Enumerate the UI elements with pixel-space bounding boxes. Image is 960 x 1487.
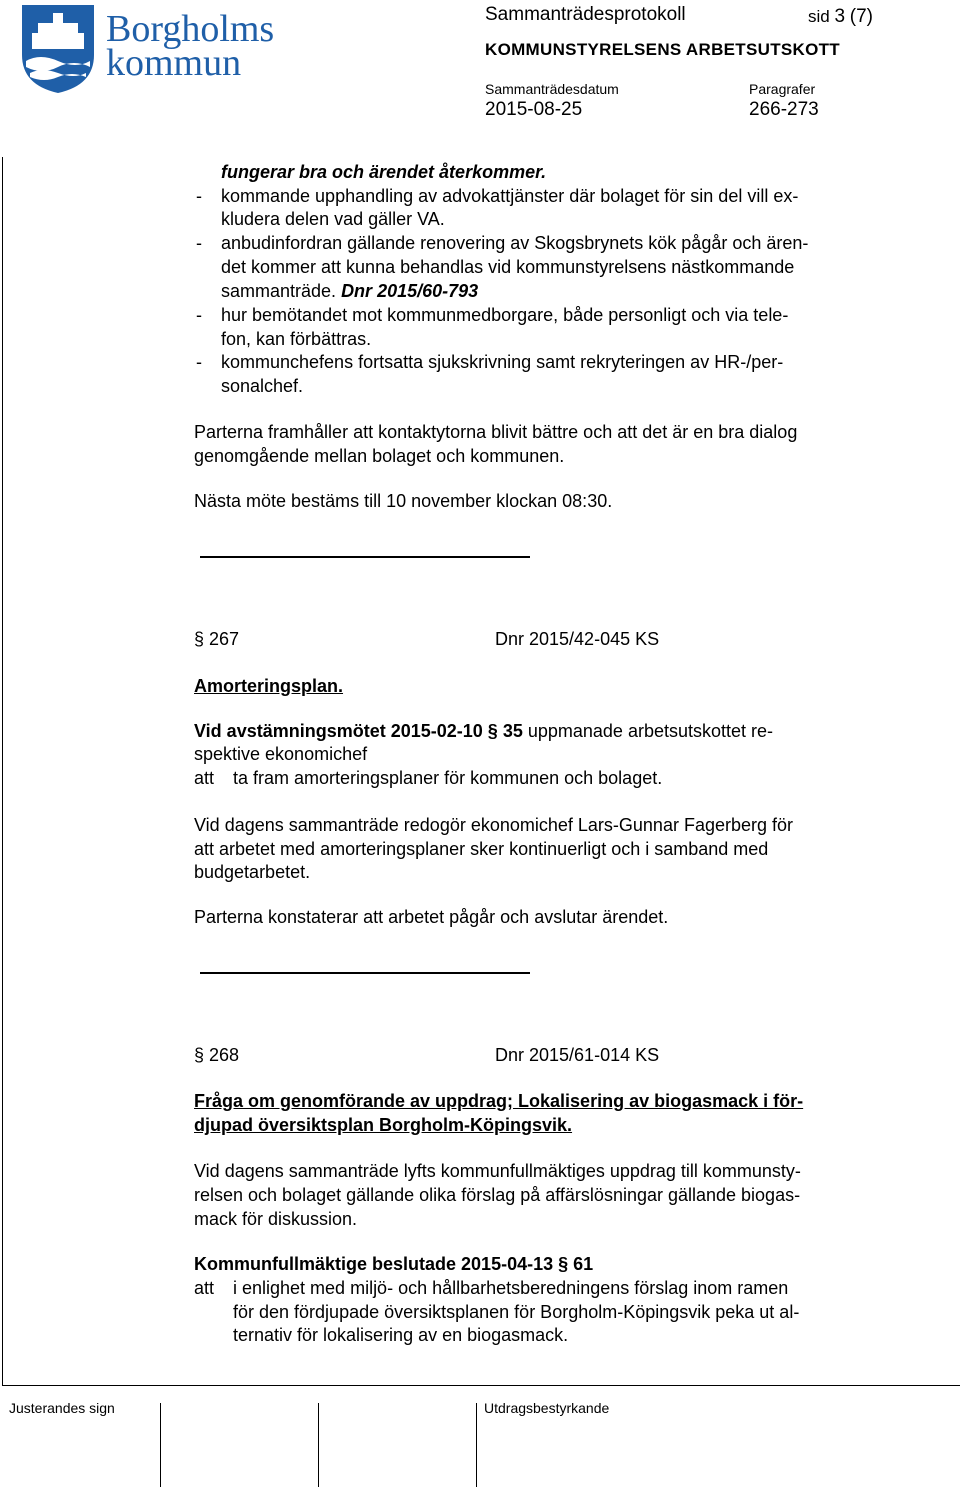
signature-box-divider — [160, 1403, 161, 1487]
bullet-2-dnr: Dnr 2015/60-793 — [341, 281, 479, 301]
signature-box-divider — [318, 1403, 319, 1487]
section-267-title: Amorteringsplan. — [194, 676, 344, 696]
paragraph-line: Vid dagens sammanträde lyfts kommunfullmäktiges uppdrag till kommunsty- — [194, 1161, 801, 1181]
section-267-dnr: Dnr 2015/42-045 KS — [495, 629, 660, 649]
section-268-number: § 268 — [194, 1045, 240, 1065]
paragraph-sign: § — [194, 629, 205, 649]
section-separator — [200, 972, 530, 974]
logo-line2: kommun — [106, 42, 242, 84]
section-267-number: § 267 — [194, 629, 240, 649]
att-text-line-2: för den fördjupade översiktsplanen för Borgholm-Köpingsvik peka ut al- — [233, 1302, 800, 1322]
bullet-4-line-2: sonalchef. — [221, 376, 304, 396]
att-label: att — [194, 768, 215, 788]
att-text: ta fram amorteringsplaner för kommunen och bolaget. — [233, 768, 663, 788]
paragraph-line: genomgående mellan bolaget och kommunen. — [194, 446, 565, 466]
bullet-3-line-1: hur bemötandet mot kommunmedborgare, både personligt och via tele- — [221, 305, 789, 325]
paragraph-line: Nästa möte bestäms till 10 november klockan 08:30. — [194, 491, 613, 511]
paragraph-sign: § — [558, 1254, 569, 1274]
section-268-title-line-2: djupad översiktsplan Borgholm-Köpingsvik. — [194, 1115, 573, 1135]
paragraphs-value: 266-273 — [749, 99, 819, 120]
paragraph-line: relsen och bolaget gällande olika förslag på affärslösningar gällande biogas- — [194, 1185, 801, 1205]
section-268-dnr: Dnr 2015/61-014 KS — [495, 1045, 660, 1065]
municipality-logo — [20, 3, 300, 95]
page-indicator — [808, 6, 873, 28]
paragraph-line: Kommunfullmäktige beslutade 2015-04-13 § 61 — [194, 1254, 594, 1274]
bullet-dash: - — [196, 305, 202, 325]
footer-border — [2, 1385, 960, 1386]
footer-left-label: Justerandes sign — [9, 1400, 115, 1416]
section-268-title-line-1: Fråga om genomförande av uppdrag; Lokalisering av biogasmack i för- — [194, 1091, 804, 1111]
bullet-3-line-2: fon, kan förbättras. — [221, 329, 372, 349]
paragraph-sign: § — [194, 1045, 205, 1065]
att-text-line-1: i enlighet med miljö- och hållbarhetsberedningens förslag inom ramen — [233, 1278, 789, 1298]
section-separator — [200, 556, 530, 558]
paragraph-line: Parterna framhåller att kontaktytorna blivit bättre och att det är en bra dialog — [194, 422, 798, 442]
paragraph-line: Vid dagens sammanträde redogör ekonomichef Lars-Gunnar Fagerberg för — [194, 815, 794, 835]
att-label: att — [194, 1278, 215, 1298]
bullet-1-line-2: kludera delen vad gäller VA. — [221, 209, 445, 229]
paragraph-line: att arbetet med amorteringsplaner sker kontinuerligt och i samband med — [194, 839, 769, 859]
bullet-1-line-1: kommande upphandling av advokattjänster där bolaget för sin del vill ex- — [221, 186, 799, 206]
paragraph-line: spektive ekonomichef — [194, 744, 368, 764]
bullet-dash: - — [196, 186, 202, 206]
page-total: (7) — [849, 6, 874, 27]
document-type: Sammanträdesprotokoll — [485, 4, 686, 25]
bullet-2-line-1: anbudinfordran gällande renovering av Skogsbrynets kök pågår och ären- — [221, 233, 809, 253]
paragraphs-label: Paragrafer — [749, 81, 816, 97]
bullet-2-text: sammanträde. — [221, 281, 342, 301]
intro-text: fungerar bra och ärendet återkommer. — [221, 162, 547, 182]
bullet-4-line-1: kommunchefens fortsatta sjukskrivning samt rekryteringen av HR-/per- — [221, 352, 784, 372]
paragraph-line: Vid avstämningsmötet 2015-02-10 § 35 uppmanade arbetsutskottet re- — [194, 721, 774, 741]
bullet-2-line-3 — [221, 280, 478, 304]
paragraph-line: budgetarbetet. — [194, 862, 311, 882]
paragraph-line: Parterna konstaterar att arbetet pågår och avslutar ärendet. — [194, 907, 669, 927]
att-text-line-3: ternativ för lokalisering av en biogasmack. — [233, 1325, 569, 1345]
date-value: 2015-08-25 — [485, 99, 583, 120]
signature-box-divider — [476, 1403, 477, 1487]
footer-right-label: Utdragsbestyrkande — [484, 1400, 610, 1416]
logo-line1: Borgholms — [106, 8, 275, 50]
paragraph-sign: § — [487, 721, 498, 741]
body-name: KOMMUNSTYRELSENS ARBETSUTSKOTT — [485, 40, 840, 59]
bullet-2-line-2: det kommer att kunna behandlas vid kommunstyrelsens nästkommande — [221, 257, 795, 277]
page-number: 3 — [834, 6, 846, 27]
bullet-dash: - — [196, 352, 202, 372]
date-label: Sammanträdesdatum — [485, 81, 619, 97]
page-prefix: sid — [808, 7, 830, 26]
bullet-dash: - — [196, 233, 202, 253]
paragraph-line: mack för diskussion. — [194, 1209, 358, 1229]
left-border — [2, 157, 3, 1385]
